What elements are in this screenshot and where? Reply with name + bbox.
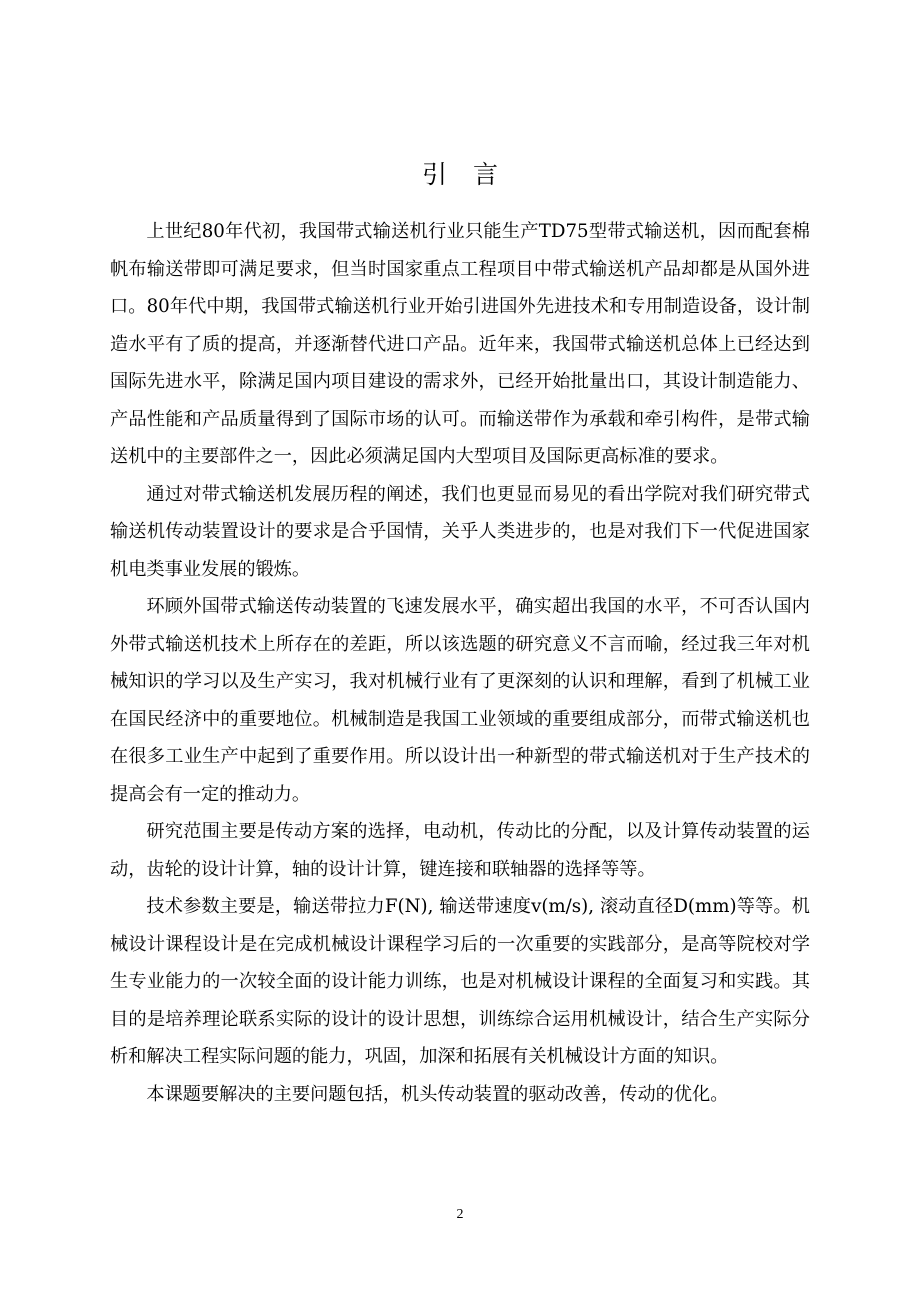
page-title: 引言 [421, 159, 524, 189]
paragraph-6: 本课题要解决的主要问题包括，机头传动装置的驱动改善，传动的优化。 [146, 1083, 729, 1105]
paragraph-4: 研究范围主要是传动方案的选择，电动机，传动比的分配，以及计算传动装置的运动，齿轮的设计计算，轴的设计计算，键连接和联轴器的选择等等。 [110, 821, 810, 880]
body-text [110, 213, 810, 1113]
paragraph-2: 通过对带式输送机发展历程的阐述，我们也更显而易见的看出学院对我们研究带式输送机传动装置设计的要求是合乎国情，关乎人类进步的，也是对我们下一代促进国家机电类事业发展的锻炼。 [110, 483, 810, 580]
paragraph-5: 技术参数主要是，输送带拉力F(N), 输送带速度v(m/s), 滚动直径D(mm)等等。机械设计课程设计是在完成机械设计课程学习后的一次重要的实践部分，是高等院校对学生专业能力的一次较全面的设计能力训练，也是对机械设计课程的全面复习和实践。其目的是培养理论联系实际的设计的设计思想，训练综合运用机械设计，结合生产实际分析和解决工程实际问题的能力，巩固，加深和拓展有关机械设计方面的知识。 [110, 896, 810, 1067]
paragraph-3: 环顾外国带式输送传动装置的飞速发展水平，确实超出我国的水平，不可否认国内外带式输送机技术上所存在的差距，所以该选题的研究意义不言而喻，经过我三年对机械知识的学习以及生产实习，我对机械行业有了更深刻的认识和理解，看到了机械工业在国民经济中的重要地位。机械制造是我国工业领域的重要组成部分，而带式输送机也在很多工业生产中起到了重要作用。所以设计出一种新型的带式输送机对于生产技术的提高会有一定的推动力。 [110, 596, 810, 805]
paragraph-1: 上世纪80年代初，我国带式输送机行业只能生产TD75型带式输送机，因而配套棉帆布输送带即可满足要求，但当时国家重点工程项目中带式输送机产品却都是从国外进口。80年代中期，我国带式输送机行业开始引进国外先进技术和专用制造设备，设计制造水平有了质的提高，并逐渐替代进口产品。近年来，我国带式输送机总体上已经达到国际先进水平，除满足国内项目建设的需求外，已经开始批量出口，其设计制造能力、产品性能和产品质量得到了国际市场的认可。而输送带作为承载和牵引构件，是带式输送机中的主要部件之一，因此必须满足国内大型项目及国际更高标准的要求。 [110, 221, 810, 467]
page-number: 2 [456, 1207, 464, 1222]
